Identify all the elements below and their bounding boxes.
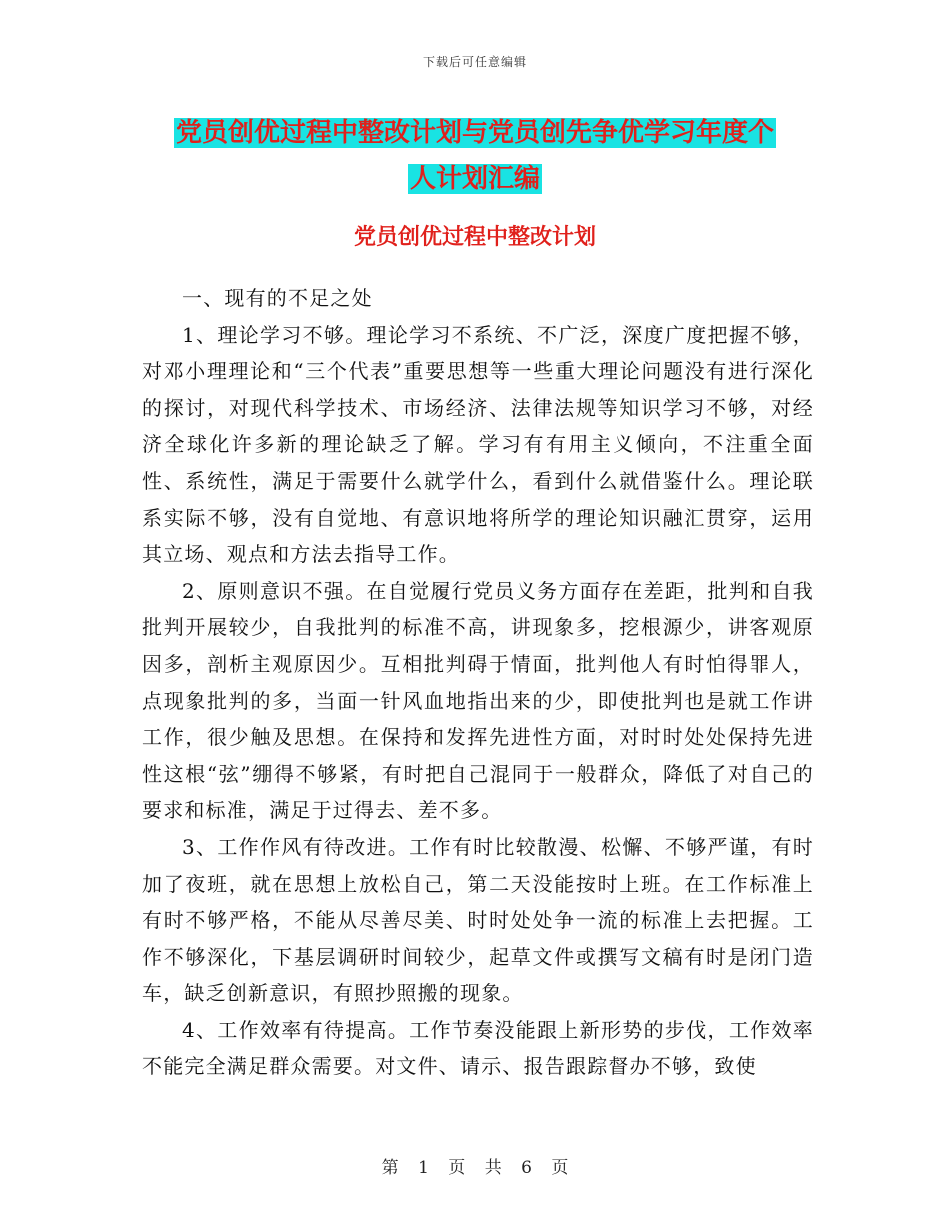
paragraph: 4、工作效率有待提高。工作节奏没能跟上新形势的步伐，工作效率不能完全满足群众需要。对文件、请示、报告跟踪督办不够，致使 [142, 1017, 814, 1079]
paragraph: 2、原则意识不强。在自觉履行党员义务方面存在差距，批判和自我批判开展较少，自我批判的标准不高，讲现象多，挖根源少，讲客观原因多，剖析主观原因少。互相批判碍于情面，批判他人有时怕得罪人，点现象批判的多，当面一针风血地指出来的少，即使批判也是就工作讲工作，很少触及思想。在保持和发挥先进性方面，对时时处处保持先进性这根“弦”绷得不够紧，有时把自己混同于一般群众，降低了对自己的要求和标准，满足于过得去、差不多。 [142, 578, 814, 823]
paragraph: 3、工作作风有待改进。工作有时比较散漫、松懈、不够严谨，有时加了夜班，就在思想上放松自己，第二天没能按时上班。在工作标准上有时不够严格，不能从尽善尽美、时时处处争一流的标准上去把握。工作不够深化，下基层调研时间较少，起草文件或撰写文稿有时是闭门造车，缺乏创新意识，有照抄照搬的现象。 [142, 834, 814, 1006]
document-title-line-2: 人计划汇编 [409, 164, 540, 194]
page-total: 6 [521, 1158, 532, 1178]
page-unit: 页 [448, 1158, 466, 1178]
total-label: 共 [484, 1158, 502, 1178]
document-title [0, 110, 950, 202]
document-title-line-1: 党员创优过程中整改计划与党员创先争优学习年度个 [175, 118, 774, 148]
page-label: 第 [381, 1158, 399, 1178]
section-title: 党员创优过程中整改计划 [353, 224, 596, 250]
total-unit: 页 [551, 1158, 569, 1178]
paragraph-heading: 一、现有的不足之处 [182, 286, 373, 310]
document-body [142, 280, 814, 1085]
page-footer [0, 1153, 950, 1178]
page-header-note: 下载后可任意编辑 [422, 55, 527, 69]
paragraph: 1、理论学习不够。理论学习不系统、不广泛，深度广度把握不够，对邓小理理论和“三个代表”重要思想等一些重大理论问题没有进行深化的探讨，对现代科学技术、市场经济、法律法规等知识学习不够，对经济全球化许多新的理论缺乏了解。学习有有用主义倾向，不注重全面性、系统性，满足于需要什么就学什么，看到什么就借鉴什么。理论联系实际不够，没有自觉地、有意识地将所学的理论知识融汇贯穿，运用其立场、观点和方法去指导工作。 [142, 322, 814, 567]
page-current: 1 [418, 1158, 429, 1178]
